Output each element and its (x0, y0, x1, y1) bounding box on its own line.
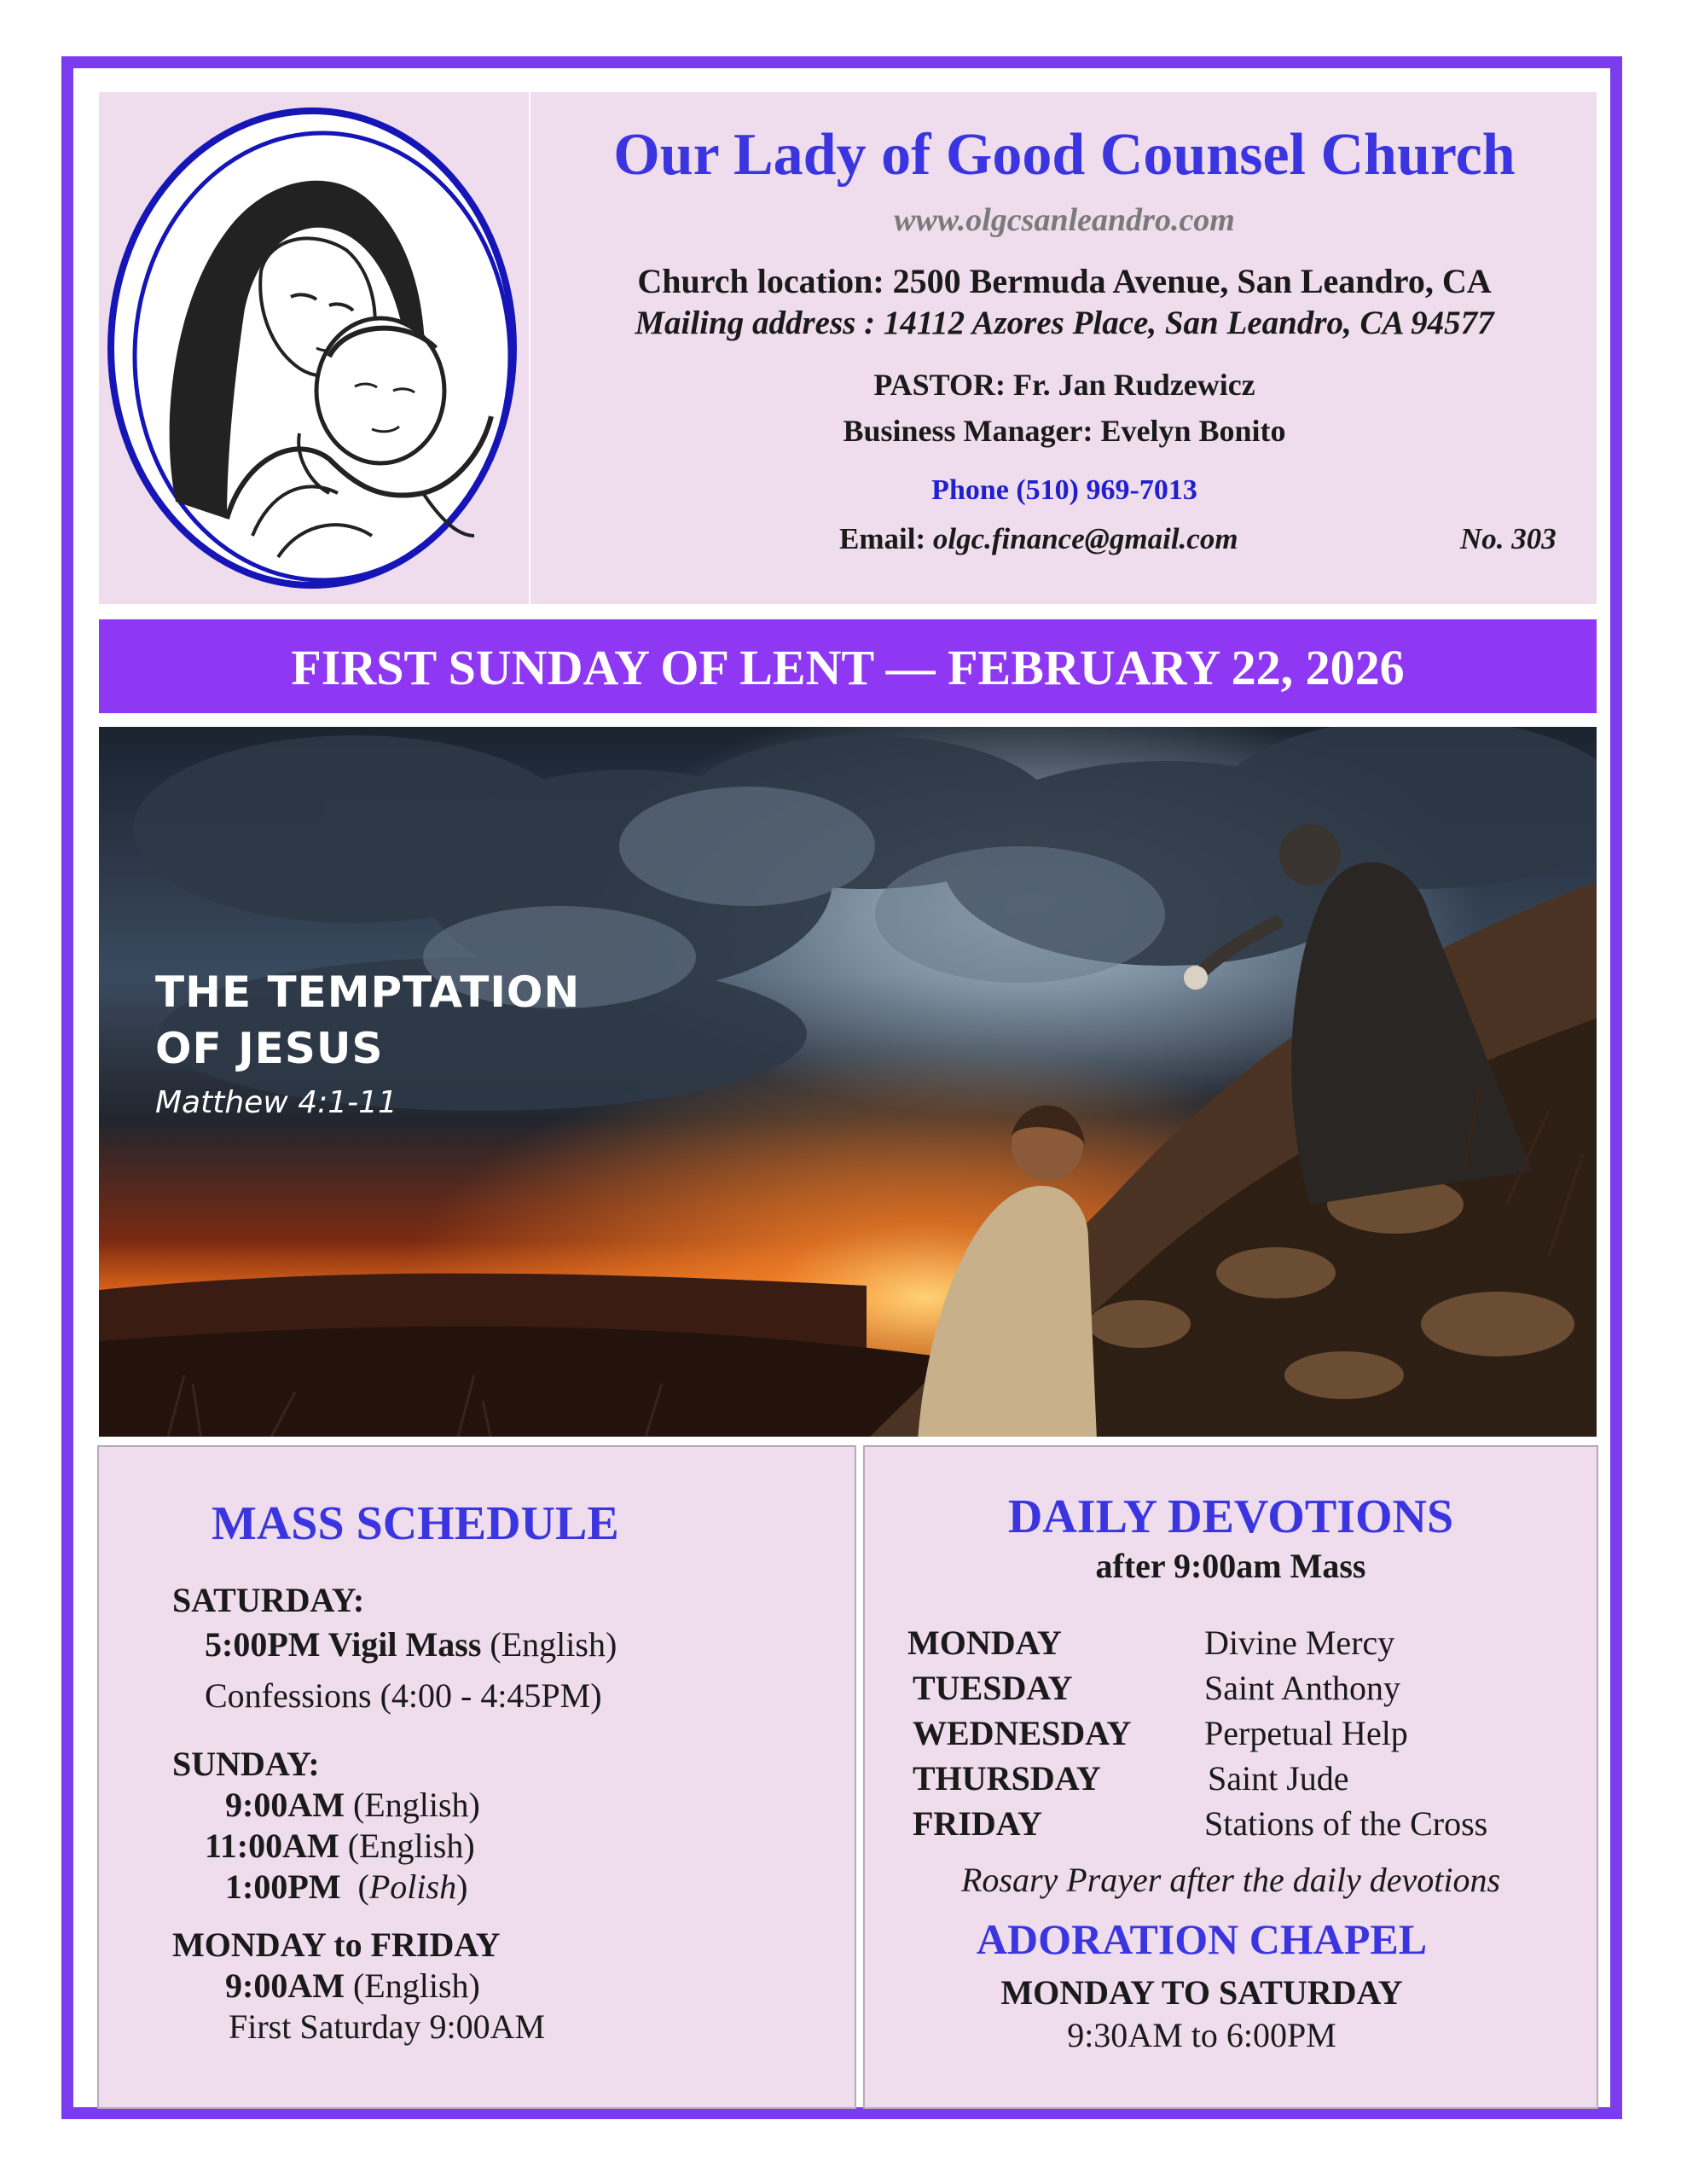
mass-schedule-panel (97, 1445, 856, 2109)
phone-number: Phone (510) 969-7013 (931, 474, 1197, 506)
weekday-label: MONDAY to FRIDAY (172, 1926, 501, 1964)
devotion-day: THURSDAY (913, 1759, 1101, 1798)
church-location: Church location: 2500 Bermuda Avenue, San Leandro, CA (637, 262, 1492, 300)
church-name: Our Lady of Good Counsel Church (613, 122, 1516, 188)
devotion-name: Stations of the Cross (1204, 1804, 1488, 1843)
madonna-child-logo (99, 92, 530, 604)
adoration-chapel-title: ADORATION CHAPEL (976, 1915, 1428, 1963)
devotion-row (907, 1623, 1573, 1669)
saturday-label: SATURDAY: (172, 1581, 365, 1619)
daily-devotions-title: DAILY DEVOTIONS (1007, 1490, 1454, 1543)
temptation-image (97, 725, 1598, 1438)
confessions: Confessions (4:00 - 4:45PM) (205, 1676, 602, 1715)
sunday-mass-1: 9:00AM (English) (225, 1786, 480, 1824)
church-info (532, 92, 1597, 604)
email-label: Email: (839, 522, 926, 555)
devotions-subtitle: after 9:00am Mass (1095, 1547, 1366, 1585)
sunday-mass-2: 11:00AM (English) (205, 1827, 475, 1865)
devotion-name: Perpetual Help (1204, 1714, 1408, 1752)
devotion-row (907, 1668, 1573, 1714)
bulletin-header (97, 90, 1598, 606)
devotion-name: Saint Jude (1208, 1759, 1349, 1798)
email-line (839, 522, 1238, 556)
rosary-note: Rosary Prayer after the daily devotions (960, 1861, 1501, 1899)
devotion-day: FRIDAY (913, 1804, 1042, 1843)
issue-number: No. 303 (1460, 522, 1557, 555)
weekday-mass: 9:00AM (English) (225, 1966, 480, 2005)
scripture-reference: Matthew 4:1-11 (155, 1085, 397, 1120)
mass-schedule-title: MASS SCHEDULE (212, 1497, 619, 1550)
devotion-day: MONDAY (907, 1623, 1062, 1662)
daily-devotions-panel (863, 1445, 1598, 2109)
liturgical-date-banner: FIRST SUNDAY OF LENT — FEBRUARY 22, 2026 (97, 618, 1598, 715)
devotion-day: TUESDAY (913, 1669, 1073, 1707)
adoration-days: MONDAY TO SATURDAY (1000, 1973, 1403, 2012)
bulletin-frame (61, 56, 1622, 2119)
devotion-name: Saint Anthony (1204, 1669, 1401, 1707)
business-manager: Business Manager: Evelyn Bonito (843, 414, 1286, 448)
sunday-mass-3: 1:00PM (Polish) (225, 1867, 468, 1906)
pastor-name: PASTOR: Fr. Jan Rudzewicz (873, 368, 1255, 402)
saturday-vigil: 5:00PM Vigil Mass (English) (205, 1625, 617, 1664)
logo-panel (99, 92, 530, 604)
email-address[interactable]: olgc.finance@gmail.com (932, 522, 1238, 555)
sunday-label: SUNDAY: (172, 1745, 320, 1783)
hero-title-line1: THE TEMPTATION (155, 967, 581, 1017)
mailing-address: Mailing address : 14112 Azores Place, San Leandro, CA 94577 (635, 305, 1494, 341)
first-saturday-mass: First Saturday 9:00AM (229, 2007, 546, 2046)
devotion-day: WEDNESDAY (913, 1714, 1132, 1752)
devotion-name: Divine Mercy (1204, 1623, 1395, 1662)
church-website-link[interactable]: www.olgcsanleandro.com (894, 202, 1235, 238)
hero-caption (155, 964, 580, 1120)
devotion-row (907, 1713, 1573, 1759)
hero-title-line2: OF JESUS (155, 1024, 384, 1073)
devotion-row (907, 1804, 1573, 1850)
devotion-row (907, 1758, 1573, 1804)
adoration-hours: 9:30AM to 6:00PM (1067, 2016, 1336, 2054)
